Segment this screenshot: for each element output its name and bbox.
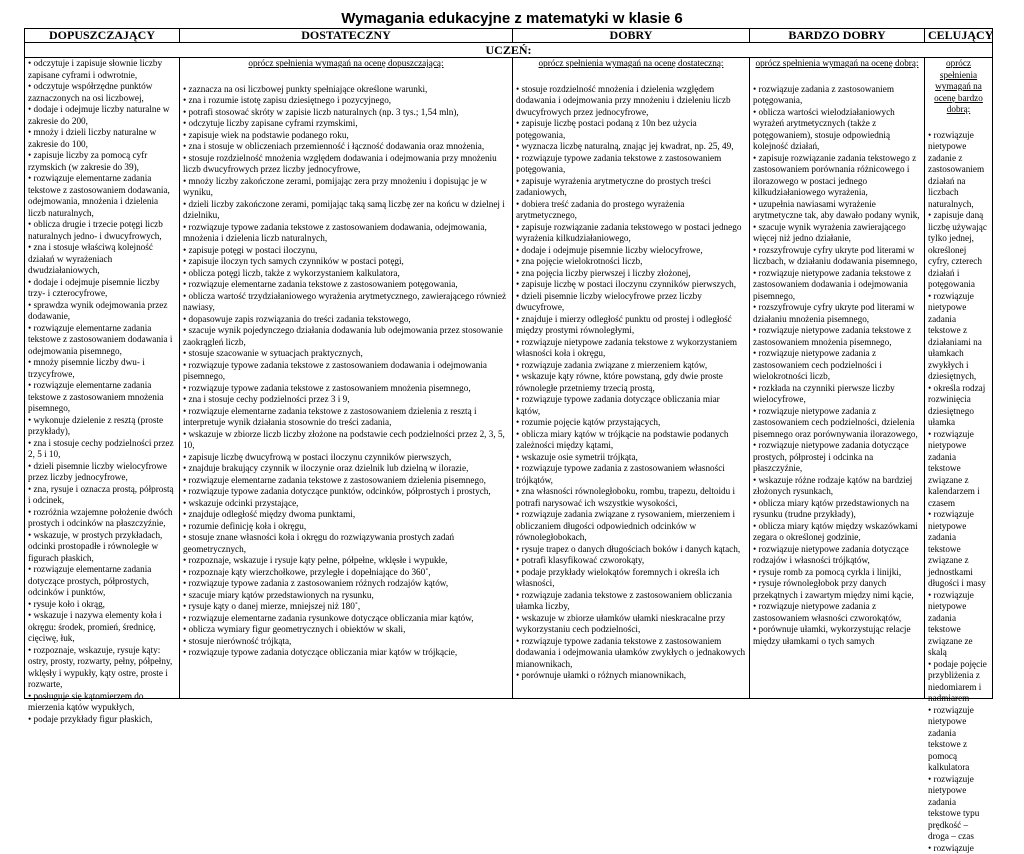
requirement-item: • rysuje romb za pomocą cyrkla i linijki, — [753, 567, 921, 579]
requirement-item: • rozwiązuje nietypowe zadania tekstowe związane ze skalą — [928, 590, 989, 659]
requirement-item: • dodaje i odejmuje pisemnie liczby wielocyfrowe, — [516, 245, 746, 257]
requirement-item: • wskazuje różne rodzaje kątów na bardziej złożonych rysunkach, — [753, 475, 921, 498]
page-title: Wymagania edukacyjne z matematyki w klasie 6 — [0, 10, 1024, 28]
requirement-item: • zapisuje liczbę dwucyfrową w postaci iloczynu czynników pierwszych, — [183, 452, 509, 464]
requirement-item: • rozwiązuje nietypowe zadania tekstowe z zastosowaniem mnożenia pisemnego, — [753, 325, 921, 348]
requirement-item: • porównuje ułamki, wykorzystując relacje między ułamkami o tych samych — [753, 624, 921, 647]
requirement-item: • rozwiązuje nietypowe zadania z zastosowaniem cech podzielności i wielokrotności liczb, — [753, 348, 921, 383]
requirement-item: • oblicza miary kątów przedstawionych na rysunku (trudne przykłady), — [753, 498, 921, 521]
requirement-item: • zna pojęcia liczby pierwszej i liczby złożonej, — [516, 268, 746, 280]
requirement-item: • szacuje wynik pojedynczego działania dodawania lub odejmowania przez stosowanie zaokrągleń liczb, — [183, 325, 509, 348]
requirement-item: • rozwiązuje — [928, 843, 989, 854]
requirement-item: • oblicza wartość trzydziałaniowego wyrażenia arytmetycznego, zawierającego również nawiasy, — [183, 291, 509, 314]
requirement-item: • rozwiązuje typowe zadania z zastosowaniem własności trójkątów, — [516, 463, 746, 486]
column-bardzo-dobry — [750, 58, 925, 699]
requirement-item: • rozwiązuje elementarne zadania tekstowe z zastosowaniem dodawania i odejmowania pisemnego, — [28, 323, 176, 358]
requirement-item: • rozwiązuje typowe zadania tekstowe z zastosowaniem potęgowania, — [516, 153, 746, 176]
requirement-item: • zapisuje daną liczbę używając tylko jednej, określonej cyfry, czterech działań i potęgowania — [928, 210, 989, 291]
requirement-item: • stosuje nierówność trójkąta, — [183, 636, 509, 648]
requirement-item: • zapisuje rozwiązanie zadania tekstowego w postaci jednego wyrażenia kilkudziałaniowego, — [516, 222, 746, 245]
requirements-table — [24, 28, 993, 699]
content-row — [25, 58, 993, 699]
requirement-item: • rozwiązuje typowe zadania tekstowe z zastosowaniem dodawania, odejmowania, mnożenia i dzielenia liczb naturalnych, — [183, 222, 509, 245]
requirement-item: • dobiera treść zadania do prostego wyrażenia arytmetycznego, — [516, 199, 746, 222]
requirement-item: • rozwiązuje elementarne zadania tekstowe z zastosowaniem mnożenia pisemnego, — [28, 380, 176, 415]
requirement-item: • rozpoznaje kąty wierzchołkowe, przyległe i dopełniające do 360˚, — [183, 567, 509, 579]
requirement-item: • rozwiązuje elementarne zadania tekstowe z zastosowaniem dodawania, odejmowania, mnożenia i dzielenia liczb naturalnych, — [28, 173, 176, 219]
requirement-item: • mnoży i dzieli liczby naturalne w zakresie do 100, — [28, 127, 176, 150]
header-row — [25, 29, 993, 43]
requirement-item: • rozwiązuje zadania tekstowe z zastosowaniem obliczania ułamka liczby, — [516, 590, 746, 613]
requirement-item: • oblicza drugie i trzecie potęgi liczb naturalnych jedno- i dwucyfrowych, — [28, 219, 176, 242]
requirement-item: • rozszyfrowuje cyfry ukryte pod literami w działaniu mnożenia pisemnego, — [753, 302, 921, 325]
requirement-item: • posługuje się kątomierzem do mierzenia kątów wypukłych, — [28, 691, 176, 714]
requirement-item: • zapisuje liczbę postaci podaną z 10n bez użycia potęgowania, — [516, 118, 746, 141]
requirement-item: • wskazuje w zbiorze liczb liczby złożone na podstawie cech podzielności przez 2, 3, 5, 10, — [183, 429, 509, 452]
requirement-item: • potrafi stosować skróty w zapisie liczb naturalnych (np. 3 tys.; 1,54 mln), — [183, 107, 509, 119]
header-dopuszczajacy: DOPUSZCZAJĄCY — [25, 29, 180, 43]
requirement-item: • stosuje znane własności koła i okręgu do rozwiązywania prostych zadań geometrycznych, — [183, 532, 509, 555]
requirement-item: • wskazuje i nazywa elementy koła i okręgu: środek, promień, średnicę, cięciwę, łuk, — [28, 610, 176, 645]
requirement-item: • zna i stosuje cechy podzielności przez 3 i 9, — [183, 394, 509, 406]
requirement-item: • dodaje i odejmuje liczby naturalne w zakresie do 200, — [28, 104, 176, 127]
requirement-item: • zna pojęcie wielokrotności liczb, — [516, 256, 746, 268]
requirement-item: • zapisuje wiek na podstawie podanego roku, — [183, 130, 509, 142]
requirement-item: • wskazuje kąty równe, które powstaną, gdy dwie proste równoległe przetniemy trzecią prostą, — [516, 371, 746, 394]
requirement-item: • wskazuje w zbiorze ułamków ułamki nieskracalne przy wykorzystaniu cech podzielności, — [516, 613, 746, 636]
requirement-item: • rozwiązuje typowe zadania dotyczące obliczania miar kątów, — [516, 394, 746, 417]
requirement-item: • rozwiązuje elementarne zadania tekstowe z zastosowaniem dzielenia pisemnego, — [183, 475, 509, 487]
requirement-item: • wykonuje dzielenie z resztą (proste przykłady), — [28, 415, 176, 438]
requirement-item: • rozwiązuje nietypowe zadania z zastosowaniem cech podzielności, dzielenia pisemnego oraz porównywania ilorazowego, — [753, 406, 921, 441]
requirement-item: • zaznacza na osi liczbowej punkty spełniające określone warunki, — [183, 84, 509, 96]
requirement-item: • stosuje rozdzielność mnożenia i dzielenia względem dodawania i odejmowania przy mnożeniu i dzieleniu liczb dwucyfrowych przez jednocyfrowe, — [516, 84, 746, 119]
requirement-item: • mnoży pisemnie liczby dwu- i trzycyfrowe, — [28, 357, 176, 380]
requirement-item: • określa rodzaj rozwinięcia dziesiętnego ułamka — [928, 383, 989, 429]
requirement-item: • rozwiązuje nietypowe zadania tekstowe z zastosowaniem dodawania i odejmowania pisemnego, — [753, 268, 921, 303]
requirement-item: • rozumie pojęcie kątów przystających, — [516, 417, 746, 429]
requirement-item: • rozwiązuje typowe zadania dotyczące obliczania miar kątów w trójkącie, — [183, 647, 509, 659]
requirement-item: • dzieli liczby zakończone zerami, pomijając taką samą liczbę zer na końcu w dzielnej i dzielniku, — [183, 199, 509, 222]
requirement-item: • dodaje i odejmuje pisemnie liczby trzy- i czterocyfrowe, — [28, 277, 176, 300]
requirement-item: • rozwiązuje typowe zadania z zastosowaniem różnych rodzajów kątów, — [183, 578, 509, 590]
requirement-item: • stosuje szacowanie w sytuacjach praktycznych, — [183, 348, 509, 360]
requirement-item: • rozwiązuje nietypowe zadania tekstowe związane z kalendarzem i czasem — [928, 429, 989, 510]
requirement-item: • rysuje koło i okrąg, — [28, 599, 176, 611]
requirement-item: • znajduje odległość między dwoma punktami, — [183, 509, 509, 521]
header-dostateczny: DOSTATECZNY — [180, 29, 513, 43]
requirement-item: • rozwiązuje typowe zadania tekstowe z zastosowaniem dodawania i odejmowania ułamków zwykłych o jednakowych mianownikach, — [516, 636, 746, 671]
requirement-item: • rozwiązuje typowe zadania tekstowe z zastosowaniem dodawania i odejmowania pisemnego, — [183, 360, 509, 383]
column-dopuszczajacy — [25, 58, 180, 699]
column-intro: oprócz spełnienia wymagań na ocenę bardzo dobrą: — [928, 58, 989, 116]
header-dobry: DOBRY — [513, 29, 750, 43]
requirement-item: • dopasowuje zapis rozwiązania do treści zadania tekstowego, — [183, 314, 509, 326]
column-intro: oprócz spełnienia wymagań na ocenę dostateczną: — [516, 58, 746, 70]
requirement-item: • sprawdza wynik odejmowania przez dodawanie, — [28, 300, 176, 323]
uczen-label: UCZEŃ: — [25, 43, 993, 58]
requirement-item: • zna i rozumie istotę zapisu dziesiętnego i pozycyjnego, — [183, 95, 509, 107]
requirement-item: • zapisuje potęgi w postaci iloczynu, — [183, 245, 509, 257]
header-celujacy: CELUJĄCY — [925, 29, 993, 43]
column-dobry — [513, 58, 750, 699]
requirement-item: • potrafi klasyfikować czworokąty, — [516, 555, 746, 567]
requirement-item: • rozwiązuje typowe zadania dotyczące punktów, odcinków, półprostych i prostych, — [183, 486, 509, 498]
requirement-item: • odczytuje i zapisuje słownie liczby zapisane cyframi i odwrotnie, — [28, 58, 176, 81]
requirement-item: • szacuje miary kątów przedstawionych na rysunku, — [183, 590, 509, 602]
requirement-item: • oblicza miary kątów między wskazówkami zegara o określonej godzinie, — [753, 521, 921, 544]
requirement-item: • rozróżnia wzajemne położenie dwóch prostych i odcinków na płaszczyźnie, — [28, 507, 176, 530]
column-intro: oprócz spełnienia wymagań na ocenę dobrą: — [753, 58, 921, 70]
requirement-item: • zapisuje rozwiązanie zadania tekstowego z zastosowaniem porównania różnicowego i ilorazowego w postaci jednego kilkudziałaniowego wyrażenia, — [753, 153, 921, 199]
requirement-item: • zapisuje iloczyn tych samych czynników w postaci potęgi, — [183, 256, 509, 268]
requirement-item: • rozwiązuje nietypowe zadania tekstowe związane z jednostkami długości i masy — [928, 509, 989, 590]
requirement-item: • rozwiązuje zadania z zastosowaniem potęgowania, — [753, 84, 921, 107]
requirement-item: • wyznacza liczbę naturalną, znając jej kwadrat, np. 25, 49, — [516, 141, 746, 153]
column-intro: oprócz spełnienia wymagań na ocenę dopuszczającą: — [183, 58, 509, 70]
requirement-item: • rozwiązuje typowe zadania tekstowe z zastosowaniem mnożenia pisemnego, — [183, 383, 509, 395]
requirement-item: • zapisuje wyrażenia arytmetyczne do prostych treści zadaniowych, — [516, 176, 746, 199]
requirement-item: • rozwiązuje nietypowe zadania tekstowe z wykorzystaniem własności koła i okręgu, — [516, 337, 746, 360]
column-dostateczny — [180, 58, 513, 699]
requirement-item: • rozwiązuje zadania związane z rysowaniem, mierzeniem i obliczaniem długości odpowiednich odcinków w równoległobokach, — [516, 509, 746, 544]
requirement-item: • rozwiązuje elementarne zadania rysunkowe dotyczące obliczania miar kątów, — [183, 613, 509, 625]
requirement-item: • rysuje trapez o danych długościach boków i danych kątach, — [516, 544, 746, 556]
requirement-item: • rozkłada na czynniki pierwsze liczby wielocyfrowe, — [753, 383, 921, 406]
requirement-item: • odczytuje liczby zapisane cyframi rzymskimi, — [183, 118, 509, 130]
requirement-item: • odczytuje współrzędne punktów zaznaczonych na osi liczbowej, — [28, 81, 176, 104]
requirement-item: • oblicza wartości wielodziałaniowych wyrażeń arytmetycznych (także z potęgowaniem), stosuje odpowiednią kolejność działań, — [753, 107, 921, 153]
requirement-item: • rozpoznaje, wskazuje, rysuje kąty: ostry, prosty, rozwarty, pełny, półpełny, wklęsły i wypukły, kąty ostre, proste i rozwarte, — [28, 645, 176, 691]
requirement-item: • rozwiązuje nietypowe zadania dotyczące prostych, półprostej i odcinka na płaszczyźnie, — [753, 440, 921, 475]
requirement-item: • rozwiązuje zadania związane z mierzeniem kątów, — [516, 360, 746, 372]
requirement-item: • zna własności równoległoboku, rombu, trapezu, deltoidu i potrafi narysować ich wszystkie wysokości, — [516, 486, 746, 509]
requirement-item: • podaje przykłady figur płaskich, — [28, 714, 176, 726]
requirement-item: • uzupełnia nawiasami wyrażenie arytmetyczne tak, aby dawało podany wynik, — [753, 199, 921, 222]
requirement-item: • zna i stosuje właściwą kolejność działań w wyrażeniach dwudziałaniowych, — [28, 242, 176, 277]
requirement-item: • rozwiązuje elementarne zadania tekstowe z zastosowaniem potęgowania, — [183, 279, 509, 291]
requirement-item: • szacuje wynik wyrażenia zawierającego więcej niż jedno działanie, — [753, 222, 921, 245]
requirement-item: • dzieli pisemnie liczby wielocyfrowe przez liczby dwucyfrowe, — [516, 291, 746, 314]
requirement-item: • rozumie definicję koła i okręgu, — [183, 521, 509, 533]
requirement-item: • znajduje brakujący czynnik w iloczynie oraz dzielnik lub dzielną w ilorazie, — [183, 463, 509, 475]
requirement-item: • podaje pojęcie przybliżenia z niedomiarem i nadmiarem — [928, 659, 989, 705]
requirement-item: • rozwiązuje nietypowe zadanie z zastosowaniem działań na liczbach naturalnych, — [928, 130, 989, 211]
requirement-item: • zna i stosuje cechy podzielności przez 2, 5 i 10, — [28, 438, 176, 461]
requirement-item: • oblicza miary kątów w trójkącie na podstawie podanych zależności między kątami, — [516, 429, 746, 452]
requirement-item: • rozpoznaje, wskazuje i rysuje kąty pełne, półpełne, wklęsłe i wypukłe, — [183, 555, 509, 567]
requirement-item: • dzieli pisemnie liczby wielocyfrowe przez liczby jednocyfrowe, — [28, 461, 176, 484]
requirement-item: • rysuje równoległobok przy danych przekątnych i zawartym między nimi kącie, — [753, 578, 921, 601]
requirement-item: • zapisuje liczbę w postaci iloczynu czynników pierwszych, — [516, 279, 746, 291]
requirement-item: • oblicza wymiary figur geometrycznych i obiektów w skali, — [183, 624, 509, 636]
requirement-item: • stosuje rozdzielność mnożenia względem dodawania i odejmowania przy mnożeniu liczb dwucyfrowych przez liczby jednocyfrowe, — [183, 153, 509, 176]
requirement-item: • rozwiązuje elementarne zadania dotyczące prostych, półprostych, odcinków i punktów, — [28, 564, 176, 599]
requirement-item: • rozwiązuje nietypowe zadania tekstowe z działaniami na ułamkach zwykłych i dziesiętnych, — [928, 291, 989, 383]
uczen-row — [25, 43, 993, 58]
requirement-item: • oblicza potęgi liczb, także z wykorzystaniem kalkulatora, — [183, 268, 509, 280]
requirement-item: • podaje przykłady wielokątów foremnych i określa ich własności, — [516, 567, 746, 590]
header-bardzo-dobry: BARDZO DOBRY — [750, 29, 925, 43]
requirement-item: • znajduje i mierzy odległość punktu od prostej i odległość między prostymi równoległymi, — [516, 314, 746, 337]
requirement-item: • rozwiązuje nietypowe zadania tekstowe z pomocą kalkulatora — [928, 705, 989, 774]
requirement-item: • rozwiązuje nietypowe zadania tekstowe typu prędkość – droga – czas — [928, 774, 989, 843]
requirement-item: • zna i stosuje w obliczeniach przemienność i łączność dodawania oraz mnożenia, — [183, 141, 509, 153]
requirement-item: • mnoży liczby zakończone zerami, pomijając zera przy mnożeniu i dopisując je w wyniku, — [183, 176, 509, 199]
requirement-item: • wskazuje osie symetrii trójkąta, — [516, 452, 746, 464]
requirement-item: • rozszyfrowuje cyfry ukryte pod literami w liczbach, w działaniu dodawania pisemnego, — [753, 245, 921, 268]
requirement-item: • porównuje ułamki o różnych mianownikach, — [516, 670, 746, 682]
requirement-item: • rysuje kąty o danej mierze, mniejszej niż 180˚, — [183, 601, 509, 613]
column-celujacy — [925, 58, 993, 699]
requirement-item: • wskazuje odcinki przystające, — [183, 498, 509, 510]
requirement-item: • zna, rysuje i oznacza prostą, półprostą i odcinek, — [28, 484, 176, 507]
requirement-item: • wskazuje, w prostych przykładach, odcinki prostopadłe i równoległe w figurach płaskich, — [28, 530, 176, 565]
requirement-item: • rozwiązuje nietypowe zadania dotyczące rodzajów i własności trójkątów, — [753, 544, 921, 567]
requirement-item: • rozwiązuje elementarne zadania tekstowe z zastosowaniem dzielenia z resztą i interpretuje wynik działania stosownie do treści zadania, — [183, 406, 509, 429]
requirement-item: • zapisuje liczby za pomocą cyfr rzymskich (w zakresie do 39), — [28, 150, 176, 173]
requirement-item: • rozwiązuje nietypowe zadania z zastosowaniem własności czworokątów, — [753, 601, 921, 624]
